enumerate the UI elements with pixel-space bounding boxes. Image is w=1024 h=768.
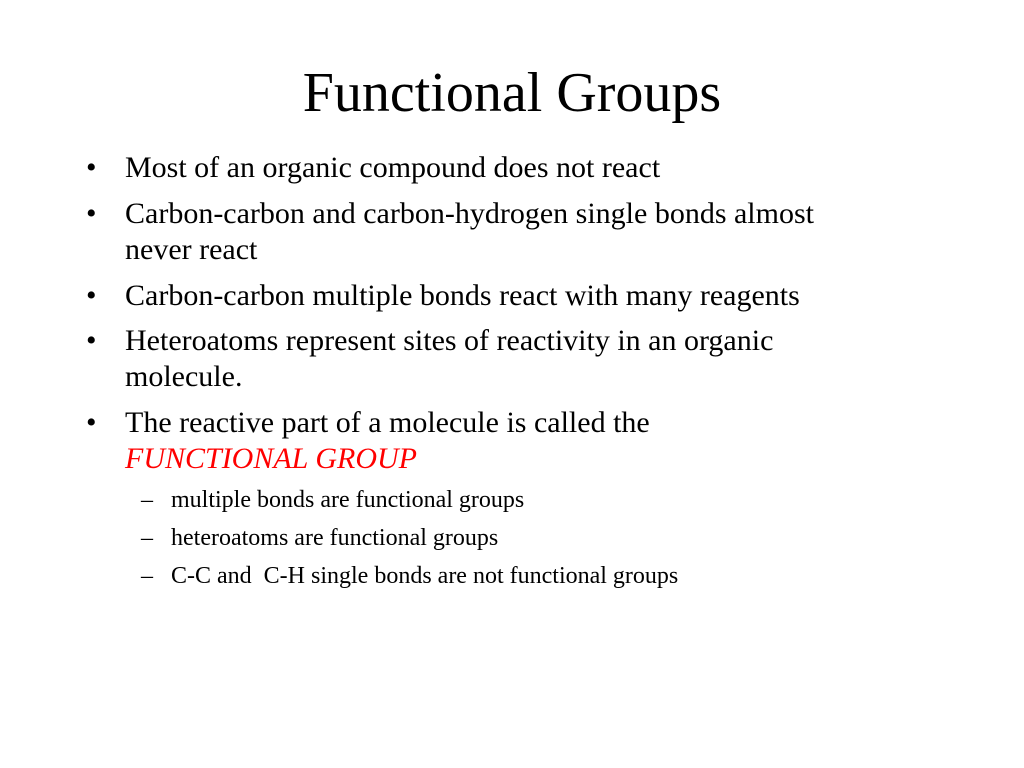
bullet-marker: •	[86, 406, 97, 439]
sub-bullet-marker: –	[141, 525, 153, 551]
sub-bullet-text: C-C and C-H single bonds are not functional groups	[171, 563, 679, 589]
bullet-marker: •	[86, 151, 97, 184]
bullet-text	[125, 196, 925, 268]
bullet-line: The reactive part of a molecule is called the	[125, 406, 650, 439]
bullet-marker: •	[86, 197, 97, 230]
bullet-text	[125, 278, 925, 314]
sub-bullet-marker: –	[141, 563, 153, 589]
bullet-marker: •	[86, 279, 97, 312]
bullet-text	[125, 405, 925, 477]
functional-group-emphasis: FUNCTIONAL GROUP	[125, 442, 417, 475]
bullet-line: Most of an organic compound does not react	[125, 151, 661, 184]
bullet-line: Carbon-carbon multiple bonds react with many reagents	[125, 279, 800, 312]
sub-bullet-text: multiple bonds are functional groups	[171, 487, 525, 513]
bullet-line: molecule.	[125, 360, 243, 393]
slide-title: Functional Groups	[302, 62, 722, 124]
bullet-line: never react	[125, 233, 258, 266]
bullet-line: Carbon-carbon and carbon-hydrogen single bonds almost	[125, 197, 814, 230]
bullet-text	[125, 150, 925, 186]
sub-bullet-text: heteroatoms are functional groups	[171, 525, 499, 551]
sub-bullet-marker: –	[141, 487, 153, 513]
bullet-line: Heteroatoms represent sites of reactivity in an organic	[125, 324, 774, 357]
bullet-marker: •	[86, 324, 97, 357]
bullet-text	[125, 323, 925, 395]
